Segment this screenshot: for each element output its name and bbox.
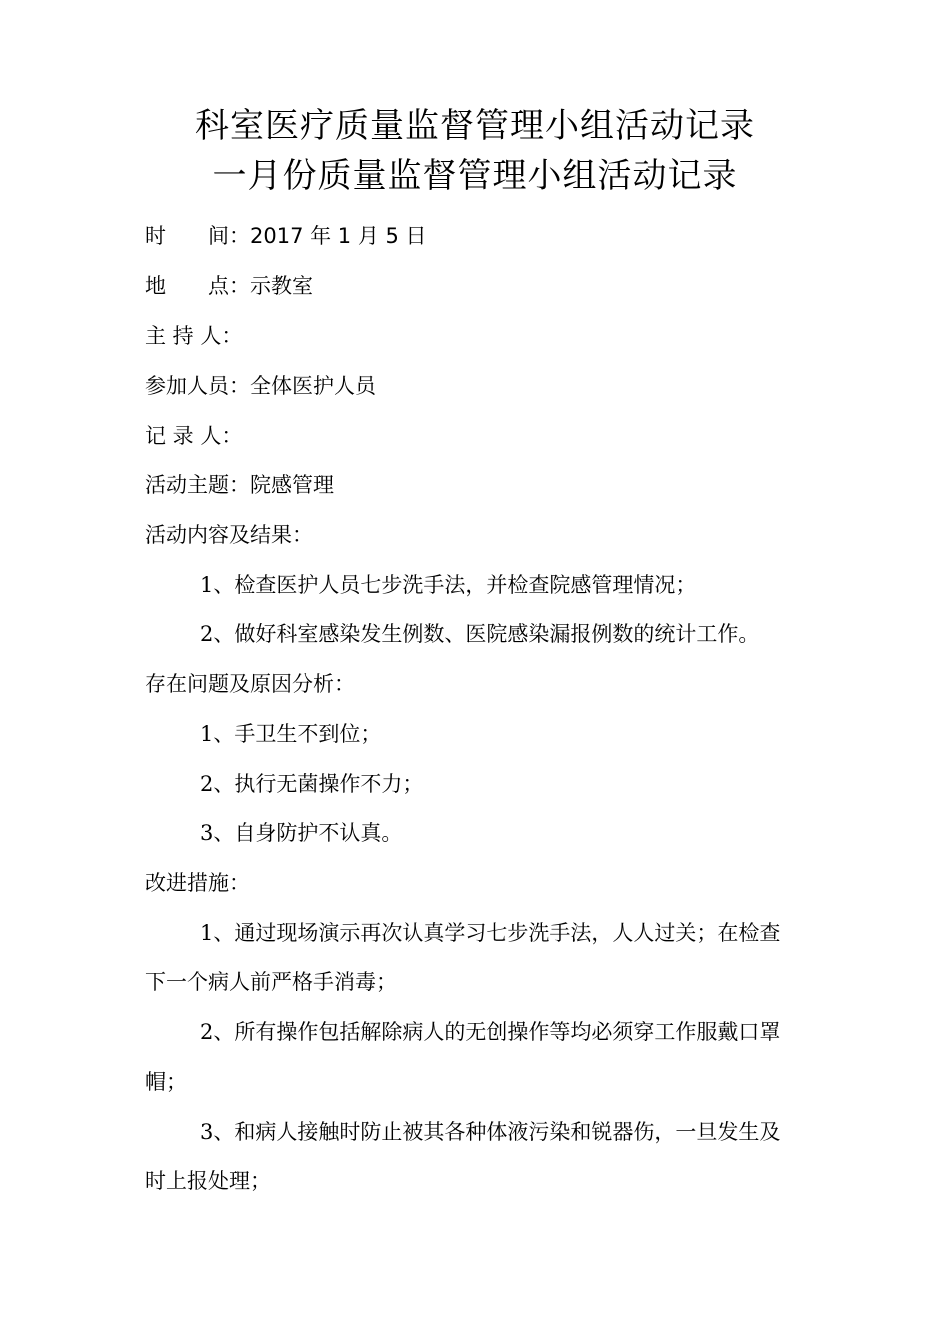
measure-item-continuation: 帽； [145,1070,187,1094]
measure-item-first-line: 2、所有操作包括解除病人的无创操作等均必须穿工作服戴口罩 [200,1020,781,1044]
participants-value: 全体医护人员 [250,374,376,398]
theme-value: 院感管理 [250,473,334,497]
participants-label: 参加人员： [145,374,250,398]
measure-item-continuation: 时上报处理； [145,1169,271,1193]
measure-item-first-line: 1、通过现场演示再次认真学习七步洗手法，人人过关；在检查 [200,921,781,945]
problems-heading: 存在问题及原因分析： [145,672,355,696]
time-row [145,221,815,251]
problem-item: 1、手卫生不到位； [200,722,382,746]
recorder-row [145,421,815,451]
place-value: 示教室 [250,274,313,298]
content-item: 2、做好科室感染发生例数、医院感染漏报例数的统计工作。 [200,622,760,646]
measure-item-continuation: 下一个病人前严格手消毒； [145,970,397,994]
problem-item: 2、执行无菌操作不力； [200,772,424,796]
document-subtitle: 一月份质量监督管理小组活动记录 [212,156,738,196]
content-item: 1、检查医护人员七步洗手法，并检查院感管理情况； [200,573,697,597]
place-label: 地 点： [145,274,250,298]
measure-item-first-line: 3、和病人接触时防止被其各种体液污染和锐器伤，一旦发生及 [200,1120,781,1144]
time-label: 时 间： [145,224,250,248]
place-row [145,271,815,301]
participants-row [145,371,815,401]
host-label: 主 持 人： [145,324,243,348]
theme-row [145,470,815,500]
content-heading: 活动内容及结果： [145,523,313,547]
document-title: 科室医疗质量监督管理小组活动记录 [195,106,755,146]
host-row [145,321,815,351]
time-value: 2017 年 1 月 5 日 [250,224,427,248]
measures-heading: 改进措施： [145,871,250,895]
recorder-label: 记 录 人： [145,424,243,448]
problem-item: 3、自身防护不认真。 [200,821,403,845]
theme-label: 活动主题： [145,473,250,497]
